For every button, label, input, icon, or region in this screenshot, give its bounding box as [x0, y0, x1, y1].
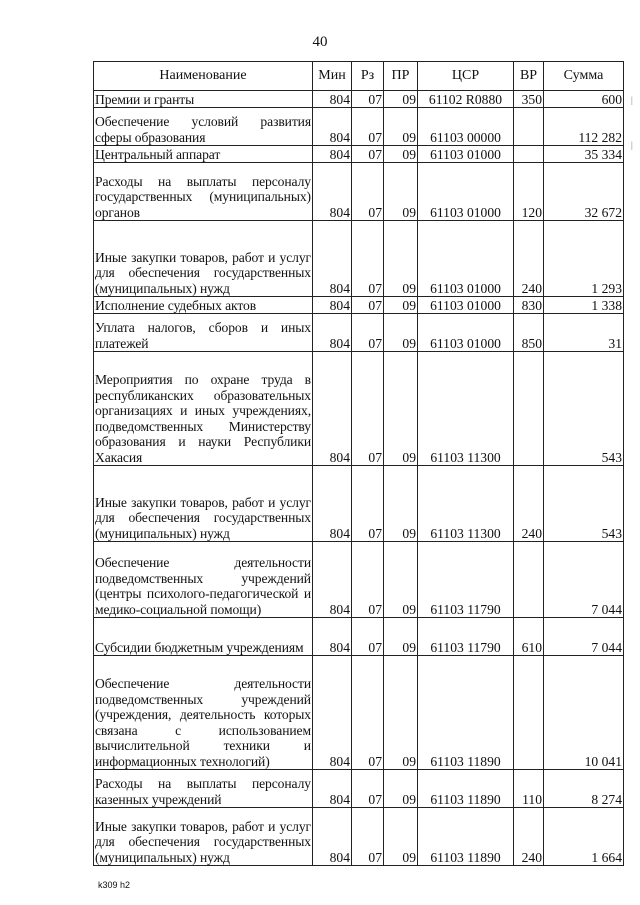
- cell-sum: 7 044: [544, 542, 624, 618]
- cell-vr: [514, 108, 544, 146]
- table-row: [94, 542, 624, 618]
- cell-name: Премии и гранты: [94, 91, 313, 108]
- cell-name: Обеспечение деятельности подведомственных учреждений (центры психолого-педагогической и медико-социальной помощи): [94, 542, 313, 618]
- cell-sum: 35 334: [544, 146, 624, 163]
- cell-name: Исполнение судебных актов: [94, 297, 313, 314]
- cell-csr: 61103 00000: [418, 108, 514, 146]
- cell-pr: 09: [384, 618, 418, 656]
- cell-vr: [514, 146, 544, 163]
- cell-min: 804: [313, 91, 352, 108]
- budget-table: [93, 61, 624, 866]
- table-row: [94, 221, 624, 297]
- cell-vr: 240: [514, 466, 544, 542]
- header-rz: Рз: [352, 62, 384, 91]
- cell-rz: 07: [352, 656, 384, 770]
- table-row: [94, 656, 624, 770]
- cell-vr: [514, 352, 544, 466]
- cell-min: 804: [313, 466, 352, 542]
- cell-min: 804: [313, 542, 352, 618]
- cell-name: Иные закупки товаров, работ и услуг для обеспечения государственных (муниципальных) нужд: [94, 466, 313, 542]
- cell-sum: 543: [544, 466, 624, 542]
- cell-pr: 09: [384, 146, 418, 163]
- cell-name: Иные закупки товаров, работ и услуг для обеспечения государственных (муниципальных) нужд: [94, 808, 313, 866]
- cell-pr: 09: [384, 808, 418, 866]
- cell-sum: 1 664: [544, 808, 624, 866]
- cell-name: Расходы на выплаты персоналу государственных (муниципальных) органов: [94, 163, 313, 221]
- cell-min: 804: [313, 221, 352, 297]
- cell-pr: 09: [384, 108, 418, 146]
- cell-min: 804: [313, 352, 352, 466]
- cell-sum: 10 041: [544, 656, 624, 770]
- cell-vr: 610: [514, 618, 544, 656]
- cell-rz: 07: [352, 352, 384, 466]
- cell-csr: 61103 11300: [418, 352, 514, 466]
- cell-sum: 543: [544, 352, 624, 466]
- cell-csr: 61103 01000: [418, 163, 514, 221]
- cell-vr: 350: [514, 91, 544, 108]
- cell-rz: 07: [352, 770, 384, 808]
- cell-csr: 61102 R0880: [418, 91, 514, 108]
- page-number: 40: [312, 34, 328, 50]
- cell-pr: 09: [384, 466, 418, 542]
- cell-rz: 07: [352, 163, 384, 221]
- cell-rz: 07: [352, 542, 384, 618]
- cell-rz: 07: [352, 91, 384, 108]
- cell-csr: 61103 11890: [418, 808, 514, 866]
- cell-pr: 09: [384, 297, 418, 314]
- cell-name: Центральный аппарат: [94, 146, 313, 163]
- cell-rz: 07: [352, 314, 384, 352]
- cell-min: 804: [313, 770, 352, 808]
- cell-csr: 61103 11890: [418, 656, 514, 770]
- table-row: [94, 618, 624, 656]
- cell-vr: 240: [514, 221, 544, 297]
- cell-vr: [514, 542, 544, 618]
- header-min: Мин: [313, 62, 352, 91]
- table-row: [94, 770, 624, 808]
- cell-csr: 61103 01000: [418, 314, 514, 352]
- cell-sum: 31: [544, 314, 624, 352]
- table-header-row: [94, 62, 624, 91]
- cell-rz: 07: [352, 297, 384, 314]
- cell-name: Иные закупки товаров, работ и услуг для обеспечения государственных (муниципальных) нужд: [94, 221, 313, 297]
- cell-min: 804: [313, 146, 352, 163]
- header-name: Наименование: [94, 62, 313, 91]
- cell-csr: 61103 01000: [418, 221, 514, 297]
- cell-pr: 09: [384, 656, 418, 770]
- cell-rz: 07: [352, 466, 384, 542]
- cell-pr: 09: [384, 221, 418, 297]
- header-sum: Сумма: [544, 62, 624, 91]
- cell-vr: 120: [514, 163, 544, 221]
- cell-csr: 61103 11890: [418, 770, 514, 808]
- cell-vr: 110: [514, 770, 544, 808]
- table-row: [94, 808, 624, 866]
- table-row: [94, 352, 624, 466]
- cell-csr: 61103 11790: [418, 542, 514, 618]
- cell-rz: 07: [352, 146, 384, 163]
- cell-pr: 09: [384, 91, 418, 108]
- cell-vr: 830: [514, 297, 544, 314]
- cell-pr: 09: [384, 163, 418, 221]
- cell-sum: 1 338: [544, 297, 624, 314]
- cell-csr: 61103 11790: [418, 618, 514, 656]
- cell-pr: 09: [384, 352, 418, 466]
- cell-sum: 32 672: [544, 163, 624, 221]
- table-row: [94, 466, 624, 542]
- cell-csr: 61103 01000: [418, 297, 514, 314]
- cell-min: 804: [313, 297, 352, 314]
- cell-min: 804: [313, 108, 352, 146]
- cell-rz: 07: [352, 618, 384, 656]
- cell-min: 804: [313, 163, 352, 221]
- footer-code: k309 h2: [98, 880, 131, 890]
- cell-sum: 1 293: [544, 221, 624, 297]
- cell-min: 804: [313, 656, 352, 770]
- cell-pr: 09: [384, 542, 418, 618]
- cell-name: Субсидии бюджетным учреждениям: [94, 618, 313, 656]
- table-row: [94, 91, 624, 108]
- header-csr: ЦСР: [418, 62, 514, 91]
- cell-min: 804: [313, 808, 352, 866]
- cell-csr: 61103 01000: [418, 146, 514, 163]
- cell-sum: 8 274: [544, 770, 624, 808]
- cell-vr: [514, 656, 544, 770]
- cell-sum: 7 044: [544, 618, 624, 656]
- cell-pr: 09: [384, 314, 418, 352]
- cell-name: Уплата налогов, сборов и иных платежей: [94, 314, 313, 352]
- cell-min: 804: [313, 618, 352, 656]
- header-pr: ПР: [384, 62, 418, 91]
- table-row: [94, 108, 624, 146]
- table-row: [94, 297, 624, 314]
- cell-name: Расходы на выплаты персоналу казенных учреждений: [94, 770, 313, 808]
- cell-min: 804: [313, 314, 352, 352]
- table-row: [94, 146, 624, 163]
- cell-rz: 07: [352, 108, 384, 146]
- cell-name: Обеспечение деятельности подведомственных учреждений (учреждения, деятельность которых связана с использованием вычислительной техники и информационных технологий): [94, 656, 313, 770]
- cell-csr: 61103 11300: [418, 466, 514, 542]
- cell-vr: 240: [514, 808, 544, 866]
- table-body: [94, 91, 624, 866]
- cell-vr: 850: [514, 314, 544, 352]
- cell-sum: 600: [544, 91, 624, 108]
- cell-pr: 09: [384, 770, 418, 808]
- cell-name: Мероприятия по охране труда в республиканских образовательных организациях и иных учреждениях, подведомственных Министерству образования и науки Республики Хакасия: [94, 352, 313, 466]
- table-row: [94, 163, 624, 221]
- header-vr: ВР: [514, 62, 544, 91]
- cell-name: Обеспечение условий развития сферы образования: [94, 108, 313, 146]
- table-row: [94, 314, 624, 352]
- cell-rz: 07: [352, 221, 384, 297]
- cell-rz: 07: [352, 808, 384, 866]
- cell-sum: 112 282: [544, 108, 624, 146]
